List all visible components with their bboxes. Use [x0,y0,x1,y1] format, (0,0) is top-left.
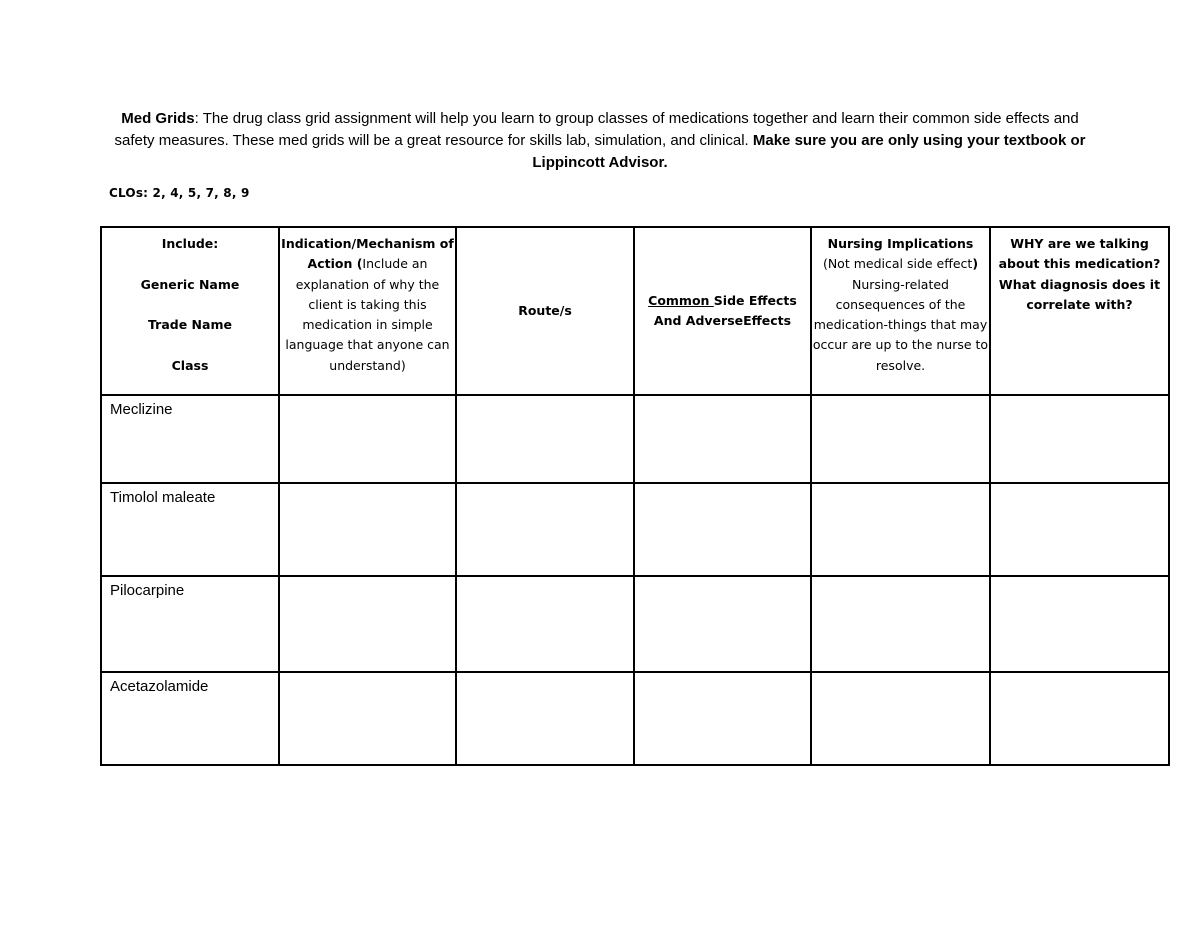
table-cell [634,395,811,483]
header-trade-name: Trade Name [148,317,232,333]
header-route: Route/s [456,227,634,395]
header-side-effects-rest: Side Effects And AdverseEffects [653,292,797,328]
table-cell [456,672,634,765]
table-cell [811,576,990,672]
table-cell [990,483,1169,576]
header-include [101,227,279,395]
header-nursing-implications [811,227,990,395]
header-side-effects-common: Common [648,292,714,308]
table-cell [990,576,1169,672]
clos-line: CLOs: 2, 4, 5, 7, 8, 9 [109,186,250,200]
table-cell [456,395,634,483]
header-indication-title: Indication/Mechanism of Action ( [281,236,454,272]
table-cell [279,483,456,576]
drug-name-cell: Acetazolamide [101,672,279,765]
table-row [101,576,1169,672]
intro-emphasis: Make sure you are only using your textbook or Lippincott Advisor. [532,132,1086,171]
table-cell [811,395,990,483]
drug-name-cell: Pilocarpine [101,576,279,672]
table-cell [279,395,456,483]
table-cell [811,672,990,765]
header-generic-name: Generic Name [140,276,240,292]
drug-name-cell: Meclizine [101,395,279,483]
table-cell [811,483,990,576]
header-indication-note: Include an explanation of why the client is taking this medication in simple language that anyone can understand) [285,256,450,373]
intro-heading: Med Grids [121,110,195,127]
med-grid-table [100,226,1170,766]
table-cell [990,672,1169,765]
intro-paragraph [100,108,1100,174]
drug-name-cell: Timolol maleate [101,483,279,576]
table-row [101,483,1169,576]
header-nursing-note2: Nursing-related consequences of the medication-things that may occur are up to the nurse to resolve. [812,276,989,373]
header-nursing-paren: ) [972,256,979,272]
table-cell [634,672,811,765]
table-cell [456,576,634,672]
table-cell [279,576,456,672]
table-cell [279,672,456,765]
table-cell [456,483,634,576]
header-nursing-note1: (Not medical side effect [822,256,973,272]
header-nursing-title: Nursing Implications [827,236,974,251]
table-row [101,672,1169,765]
table-cell [634,483,811,576]
header-why: WHY are we talking about this medication? What diagnosis does it correlate with? [990,227,1169,395]
table-row [101,395,1169,483]
intro-text: : The drug class grid assignment will help you learn to group classes of medications together and learn their common side effects and safety measures. These med grids will be a great resource for skills lab, simulation, and clinical. [114,110,1079,149]
table-cell [990,395,1169,483]
table-cell [634,576,811,672]
header-row [101,227,1169,395]
header-side-effects [634,227,811,395]
header-indication [279,227,456,395]
header-include-label: Include: [161,236,219,251]
header-class: Class [171,357,209,373]
